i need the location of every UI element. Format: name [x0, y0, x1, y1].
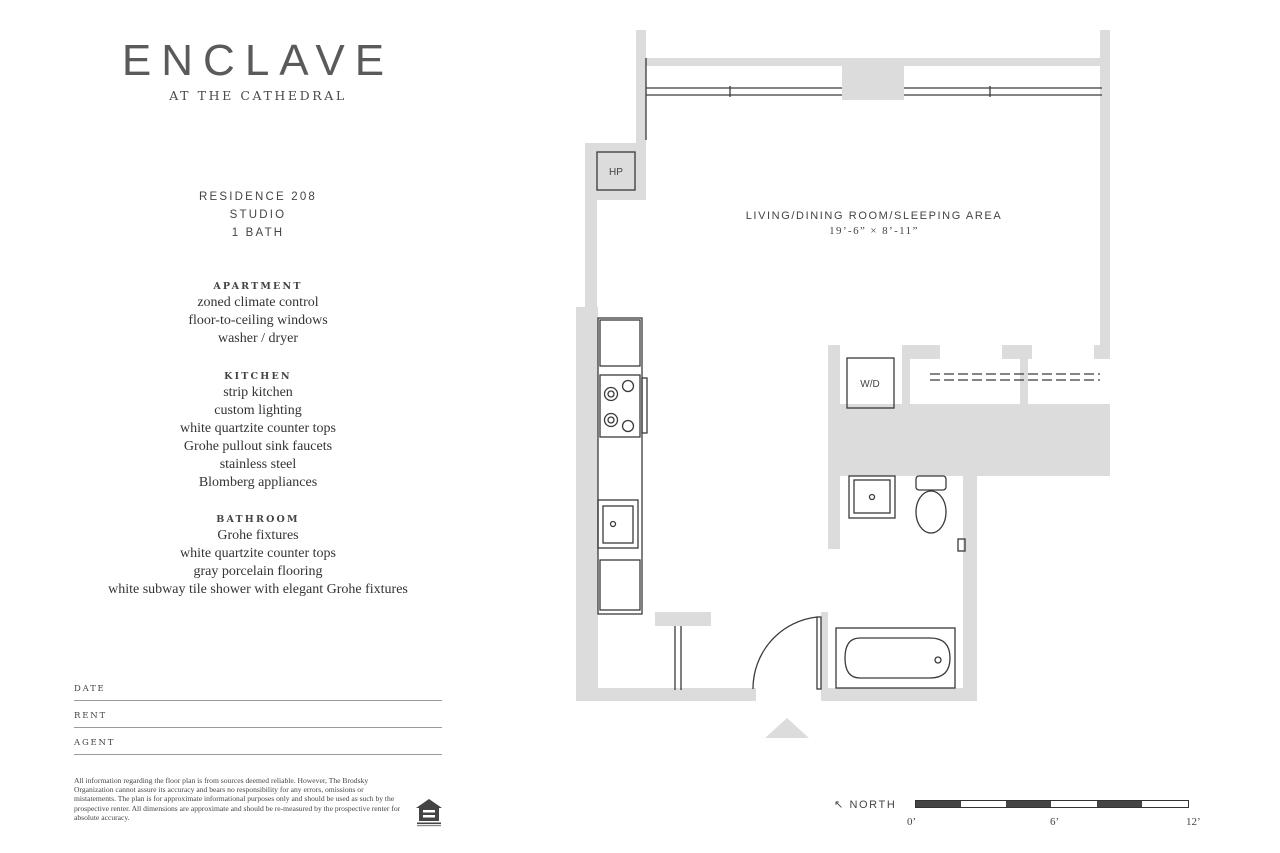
door-swing — [753, 617, 817, 689]
toilet — [916, 476, 946, 490]
room-dimensions: 19’-6” × 8’-11” — [829, 225, 919, 237]
feature-item: gray porcelain flooring — [193, 563, 323, 579]
date-field[interactable] — [74, 680, 442, 701]
walls — [576, 30, 1110, 701]
residence-type: STUDIO — [229, 209, 287, 221]
bathtub — [836, 628, 955, 688]
wd-label: W/D — [860, 379, 880, 390]
scale-tick-12: 12’ — [1186, 816, 1201, 828]
brand-subtitle: AT THE CATHEDRAL — [169, 88, 347, 103]
residence-info — [0, 188, 516, 242]
equal-housing-icon — [414, 797, 444, 827]
feature-item: strip kitchen — [223, 385, 293, 400]
feature-item: stainless steel — [219, 456, 297, 472]
room-name: LIVING/DINING ROOM/SLEEPING AREA — [745, 210, 1003, 222]
scale-bar — [915, 800, 1191, 810]
agent-label: AGENT — [74, 738, 116, 748]
section-heading-bathroom: BATHROOM — [216, 514, 300, 525]
feature-item: zoned climate control — [197, 295, 319, 310]
section-heading-kitchen: KITCHEN — [224, 371, 292, 382]
rent-label: RENT — [74, 711, 107, 721]
north-indicator — [834, 798, 896, 811]
bathroom-vanity — [849, 476, 895, 518]
feature-item: white quartzite counter tops — [180, 545, 336, 561]
feature-item: floor-to-ceiling windows — [188, 312, 328, 328]
feature-item: Blomberg appliances — [198, 474, 318, 490]
entrance-arrow — [765, 718, 809, 738]
feature-list-kitchen — [0, 384, 516, 491]
north-label: NORTH — [849, 799, 897, 811]
cooktop — [600, 375, 640, 437]
feature-item: Grohe pullout sink faucets — [183, 438, 333, 454]
section-heading-apartment: APARTMENT — [213, 281, 303, 292]
floor-plan — [560, 20, 1120, 750]
scale-tick-0: 0’ — [907, 816, 917, 828]
agent-field[interactable] — [74, 734, 442, 755]
feature-item: white subway tile shower with elegant Grohe fixtures — [108, 581, 408, 597]
brand-name: ENCLAVE — [121, 36, 395, 85]
residence-unit: RESIDENCE 208 — [198, 191, 318, 203]
feature-list-bathroom — [0, 527, 516, 599]
disclaimer-text: All information regarding the floor plan is from sources deemed reliable. However, The Brodsky Organization cannot assure its accuracy and bears no responsibility for any errors, omissions or mistatements. The plan is for approximate informational purposes only and should be used as such by the prospective renter. All dimensions are approximate and should be re-measured by the prospective renter for absolute accuracy. — [74, 776, 401, 822]
feature-list-apartment — [0, 294, 516, 348]
north-arrow-icon: ↖ — [834, 799, 845, 811]
feature-item: white quartzite counter tops — [180, 420, 336, 436]
date-label: DATE — [74, 684, 106, 694]
dishwasher — [600, 560, 640, 610]
scale-tick-6: 6’ — [1050, 816, 1060, 828]
entry-door — [817, 617, 821, 689]
rent-field[interactable] — [74, 707, 442, 728]
kitchen-counter — [598, 318, 642, 614]
fridge — [600, 320, 640, 366]
feature-item: custom lighting — [214, 402, 302, 418]
feature-item: washer / dryer — [217, 330, 299, 346]
residence-baths: 1 BATH — [231, 227, 285, 239]
kitchen-sink — [598, 500, 638, 548]
feature-item: Grohe fixtures — [217, 528, 299, 543]
hp-label: HP — [609, 167, 623, 178]
